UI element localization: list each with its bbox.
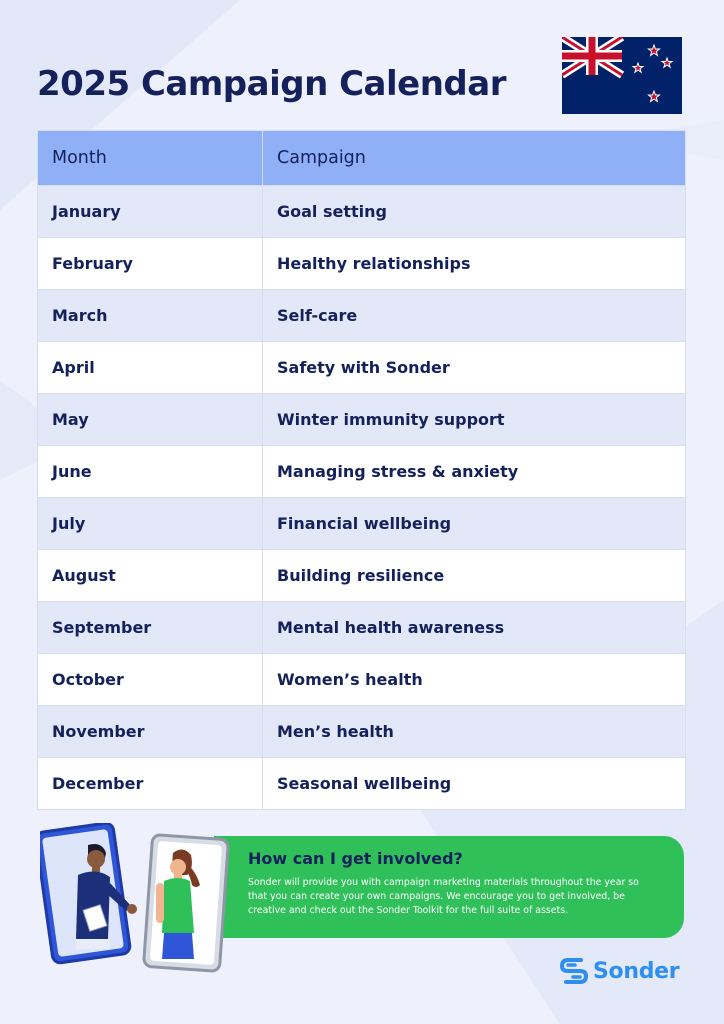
table-row: [38, 602, 686, 654]
video-call-illustration: [40, 823, 230, 973]
campaign-cell: Winter immunity support: [263, 394, 686, 446]
table-row: [38, 238, 686, 290]
table-row: [38, 446, 686, 498]
campaign-cell: Financial wellbeing: [263, 498, 686, 550]
column-header-campaign: Campaign: [263, 131, 686, 186]
new-zealand-flag: [562, 37, 682, 114]
campaign-cell: Men’s health: [263, 706, 686, 758]
get-involved-heading: How can I get involved?: [248, 849, 463, 868]
table-row: [38, 654, 686, 706]
campaign-cell: Mental health awareness: [263, 602, 686, 654]
campaign-cell: Self-care: [263, 290, 686, 342]
campaign-cell: Seasonal wellbeing: [263, 758, 686, 810]
column-header-month: Month: [38, 131, 263, 186]
get-involved-body: Sonder will provide you with campaign marketing materials throughout the year so that you can create your own campaigns. We encourage you to get involved, be creative and check out the Sonder Toolkit for the full suite of assets.: [248, 877, 639, 916]
month-cell: September: [38, 602, 263, 654]
table-row: [38, 498, 686, 550]
campaign-cell: Healthy relationships: [263, 238, 686, 290]
campaign-cell: Women’s health: [263, 654, 686, 706]
table-header-row: [38, 131, 686, 186]
sonder-logo: [559, 955, 679, 987]
sonder-s-logo-icon: [559, 956, 589, 986]
month-cell: December: [38, 758, 263, 810]
month-cell: February: [38, 238, 263, 290]
get-involved-panel: [214, 836, 684, 938]
campaign-cell: Building resilience: [263, 550, 686, 602]
month-cell: October: [38, 654, 263, 706]
campaign-calendar-table: [37, 130, 686, 810]
table-row: [38, 550, 686, 602]
month-cell: April: [38, 342, 263, 394]
table-row: [38, 342, 686, 394]
month-cell: November: [38, 706, 263, 758]
campaign-cell: Managing stress & anxiety: [263, 446, 686, 498]
month-cell: January: [38, 186, 263, 238]
table-row: [38, 758, 686, 810]
month-cell: May: [38, 394, 263, 446]
campaign-cell: Safety with Sonder: [263, 342, 686, 394]
table-row: [38, 394, 686, 446]
table-row: [38, 290, 686, 342]
table-row: [38, 186, 686, 238]
sonder-wordmark: Sonder: [593, 958, 680, 984]
campaign-cell: Goal setting: [263, 186, 686, 238]
month-cell: July: [38, 498, 263, 550]
month-cell: August: [38, 550, 263, 602]
page-title: 2025 Campaign Calendar: [37, 64, 506, 104]
month-cell: June: [38, 446, 263, 498]
table-row: [38, 706, 686, 758]
month-cell: March: [38, 290, 263, 342]
